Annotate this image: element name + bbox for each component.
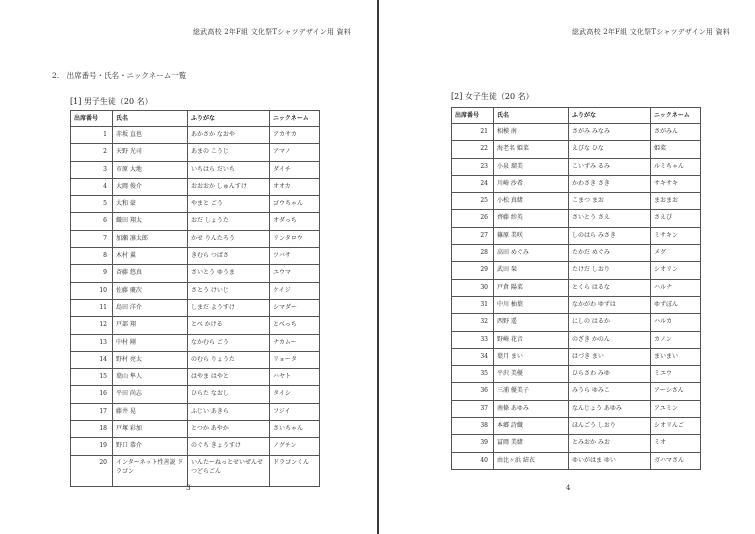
student-kana-cell: たかだ めぐみ (569, 245, 651, 262)
student-kana-cell: とくら はるな (569, 279, 651, 296)
student-nickname-cell: シオリんご (651, 418, 701, 435)
student-kana-cell: とべ かける (188, 317, 270, 334)
table-row (71, 265, 320, 282)
document-page-3 (0, 0, 377, 534)
student-nickname-cell: ハルカ (651, 314, 701, 331)
student-name-cell: 小松 真緒 (494, 193, 569, 210)
table-row (71, 299, 320, 316)
student-name-cell: 天野 光司 (113, 144, 188, 161)
student-name-cell: 小泉 瑠美 (494, 158, 569, 175)
student-number-cell: 14 (71, 351, 113, 368)
student-name-cell: 織田 翔太 (113, 213, 188, 230)
student-nickname-cell: シマダー (270, 299, 320, 316)
table-row (71, 455, 320, 486)
student-kana-cell: さがみ みなみ (569, 124, 651, 141)
student-number-cell: 27 (452, 227, 494, 244)
student-name-cell: 中川 柚葉 (494, 296, 569, 313)
student-number-cell: 26 (452, 210, 494, 227)
table-row (452, 418, 701, 435)
student-nickname-cell: ユウマ (270, 265, 320, 282)
student-name-cell: 中村 剛 (113, 334, 188, 351)
boys-table-body (71, 127, 320, 487)
student-nickname-cell: ルミちゃん (651, 158, 701, 175)
student-nickname-cell: サキサキ (651, 175, 701, 192)
student-number-cell: 2 (71, 144, 113, 161)
table-header-row (452, 108, 701, 124)
student-name-cell: 葉山 隼人 (113, 369, 188, 386)
student-kana-cell: とみおか みお (569, 435, 651, 452)
student-kana-cell: はやま はやと (188, 369, 270, 386)
table-row (452, 279, 701, 296)
table-row (452, 158, 701, 175)
table-row (452, 296, 701, 313)
student-kana-cell: みうら ゆみこ (569, 383, 651, 400)
student-name-cell: 戸塚 彩加 (113, 421, 188, 438)
boys-table-caption: [1] 男子生徒（20 名） (70, 97, 153, 106)
student-number-cell: 3 (71, 161, 113, 178)
section-title: 2. 出席番号・氏名・ニックネーム一覧 (52, 71, 187, 80)
student-nickname-cell: オオカ (270, 178, 320, 195)
student-number-cell: 11 (71, 299, 113, 316)
table-row (452, 452, 701, 469)
student-number-cell: 25 (452, 193, 494, 210)
student-kana-cell: かわさき さき (569, 175, 651, 192)
student-kana-cell: ふじい あきら (188, 403, 270, 420)
student-nickname-cell: 姫菜 (651, 141, 701, 158)
student-name-cell: 冨岡 美緒 (494, 435, 569, 452)
boys-roster-table (70, 110, 320, 487)
student-number-cell: 40 (452, 452, 494, 469)
student-number-cell: 36 (452, 383, 494, 400)
student-number-cell: 4 (71, 178, 113, 195)
student-nickname-cell: カノン (651, 331, 701, 348)
student-number-cell: 21 (452, 124, 494, 141)
student-name-cell: 海老名 姫菜 (494, 141, 569, 158)
student-number-cell: 18 (71, 421, 113, 438)
table-row (71, 351, 320, 368)
student-name-cell: 由比ヶ浜 結衣 (494, 452, 569, 469)
student-number-cell: 6 (71, 213, 113, 230)
student-number-cell: 39 (452, 435, 494, 452)
student-number-cell: 5 (71, 196, 113, 213)
student-kana-cell: ひらさわ みゆ (569, 366, 651, 383)
column-header-name: 氏名 (113, 111, 188, 127)
student-kana-cell: こいずみ るみ (569, 158, 651, 175)
table-row (71, 144, 320, 161)
student-kana-cell: たけだ しおり (569, 262, 651, 279)
student-number-cell: 29 (452, 262, 494, 279)
student-kana-cell: いんたーねっとせいぜんせつどらごん (188, 455, 270, 486)
student-number-cell: 33 (452, 331, 494, 348)
table-row (71, 438, 320, 455)
student-kana-cell: なかがわ ゆずは (569, 296, 651, 313)
student-nickname-cell: ゴウちゃん (270, 196, 320, 213)
girls-table-caption: [2] 女子生徒（20 名） (451, 92, 534, 101)
student-kana-cell: えびな ひな (569, 141, 651, 158)
student-nickname-cell: リンタロウ (270, 230, 320, 247)
student-nickname-cell: ゆずぽん (651, 296, 701, 313)
table-row (71, 369, 320, 386)
student-nickname-cell: ノグチン (270, 438, 320, 455)
student-name-cell: 西野 遥 (494, 314, 569, 331)
student-kana-cell: やまと ごう (188, 196, 270, 213)
student-kana-cell: にしの はるか (569, 314, 651, 331)
student-number-cell: 24 (452, 175, 494, 192)
student-number-cell: 9 (71, 265, 113, 282)
student-name-cell: 三浦 優美子 (494, 383, 569, 400)
table-row (452, 314, 701, 331)
student-number-cell: 16 (71, 386, 113, 403)
student-name-cell: 斉藤 悠真 (113, 265, 188, 282)
student-nickname-cell: シオリン (651, 262, 701, 279)
student-nickname-cell: アユミン (651, 400, 701, 417)
table-row (452, 227, 701, 244)
student-number-cell: 7 (71, 230, 113, 247)
student-nickname-cell: ダイチ (270, 161, 320, 178)
student-number-cell: 19 (71, 438, 113, 455)
table-row (71, 282, 320, 299)
student-nickname-cell: さえぴ (651, 210, 701, 227)
student-nickname-cell: タイシ (270, 386, 320, 403)
student-number-cell: 31 (452, 296, 494, 313)
student-number-cell: 1 (71, 127, 113, 144)
table-row (452, 331, 701, 348)
student-name-cell: 南條 あゆみ (494, 400, 569, 417)
table-row (71, 248, 320, 265)
student-number-cell: 35 (452, 366, 494, 383)
student-number-cell: 28 (452, 245, 494, 262)
student-number-cell: 37 (452, 400, 494, 417)
table-row (71, 386, 320, 403)
student-kana-cell: しまだ ようすけ (188, 299, 270, 316)
student-name-cell: 大和 豪 (113, 196, 188, 213)
student-nickname-cell: ケイジ (270, 282, 320, 299)
student-nickname-cell: とべっち (270, 317, 320, 334)
student-kana-cell: さとう けいじ (188, 282, 270, 299)
student-number-cell: 10 (71, 282, 113, 299)
student-nickname-cell: ドラゴンくん (270, 455, 320, 486)
student-name-cell: 赤坂 直也 (113, 127, 188, 144)
student-name-cell: 野口 恭介 (113, 438, 188, 455)
document-page-4 (379, 0, 755, 534)
student-number-cell: 23 (452, 158, 494, 175)
student-nickname-cell: ミユウ (651, 366, 701, 383)
table-row (452, 124, 701, 141)
table-row (71, 334, 320, 351)
table-row (452, 175, 701, 192)
student-name-cell: 佐藤 慶次 (113, 282, 188, 299)
student-number-cell: 13 (71, 334, 113, 351)
student-name-cell: 木村 翼 (113, 248, 188, 265)
student-kana-cell: なかむら ごう (188, 334, 270, 351)
student-name-cell: 市原 大地 (113, 161, 188, 178)
student-name-cell: 本郷 詩織 (494, 418, 569, 435)
running-header: 総武高校 2年F組 文化祭Tシャツデザイン用 資料 (571, 28, 730, 36)
student-nickname-cell: アカサカ (270, 127, 320, 144)
girls-table-body (452, 124, 701, 470)
student-number-cell: 38 (452, 418, 494, 435)
student-name-cell: 加瀬 凛太郎 (113, 230, 188, 247)
student-name-cell: 野崎 花音 (494, 331, 569, 348)
student-name-cell: 相模 南 (494, 124, 569, 141)
student-name-cell: 藤井 晃 (113, 403, 188, 420)
student-kana-cell: しのはら みさき (569, 227, 651, 244)
student-name-cell: 葉月 まい (494, 348, 569, 365)
student-nickname-cell: ハヤト (270, 369, 320, 386)
student-number-cell: 32 (452, 314, 494, 331)
student-name-cell: 川崎 沙希 (494, 175, 569, 192)
column-header-number: 出席番号 (71, 111, 113, 127)
running-header: 総武高校 2年F組 文化祭Tシャツデザイン用 資料 (192, 28, 351, 36)
student-nickname-cell: まいまい (651, 348, 701, 365)
student-kana-cell: あまの こうじ (188, 144, 270, 161)
student-kana-cell: とつか あやか (188, 421, 270, 438)
student-name-cell: 武田 栞 (494, 262, 569, 279)
table-row (452, 262, 701, 279)
student-kana-cell: のざき かのん (569, 331, 651, 348)
table-row (71, 127, 320, 144)
student-name-cell: 齊藤 紗英 (494, 210, 569, 227)
student-name-cell: インターネット性善説 ドラゴン (113, 455, 188, 486)
student-number-cell: 15 (71, 369, 113, 386)
page-number: 4 (566, 484, 571, 492)
student-kana-cell: ゆいがはま ゆい (569, 452, 651, 469)
student-kana-cell: きむら つばさ (188, 248, 270, 265)
table-header-row (71, 111, 320, 127)
student-kana-cell: ひらた なおし (188, 386, 270, 403)
student-number-cell: 20 (71, 455, 113, 486)
student-kana-cell: こまつ まお (569, 193, 651, 210)
student-number-cell: 22 (452, 141, 494, 158)
student-nickname-cell: ガハマさん (651, 452, 701, 469)
student-name-cell: 高田 めぐみ (494, 245, 569, 262)
student-kana-cell: なんじょう あゆみ (569, 400, 651, 417)
student-nickname-cell: ハルナ (651, 279, 701, 296)
table-row (71, 213, 320, 230)
student-name-cell: 島田 洋介 (113, 299, 188, 316)
column-header-kana: ふりがな (188, 111, 270, 127)
table-row (71, 196, 320, 213)
table-row (452, 400, 701, 417)
student-nickname-cell: アマノ (270, 144, 320, 161)
student-kana-cell: ほんごう しおり (569, 418, 651, 435)
student-nickname-cell: まおまお (651, 193, 701, 210)
table-row (71, 161, 320, 178)
student-number-cell: 34 (452, 348, 494, 365)
student-kana-cell: あかさか なおや (188, 127, 270, 144)
student-nickname-cell: リョータ (270, 351, 320, 368)
student-nickname-cell: フジイ (270, 403, 320, 420)
column-header-number: 出席番号 (452, 108, 494, 124)
column-header-kana: ふりがな (569, 108, 651, 124)
table-row (452, 245, 701, 262)
student-kana-cell: のむら りょうた (188, 351, 270, 368)
student-name-cell: 野村 亮太 (113, 351, 188, 368)
page-number: 3 (186, 484, 191, 492)
student-name-cell: 平沢 美優 (494, 366, 569, 383)
table-row (71, 230, 320, 247)
student-name-cell: 戸倉 陽菜 (494, 279, 569, 296)
student-nickname-cell: メグ (651, 245, 701, 262)
table-row (452, 141, 701, 158)
table-row (71, 317, 320, 334)
student-nickname-cell: ナカムー (270, 334, 320, 351)
student-number-cell: 30 (452, 279, 494, 296)
student-kana-cell: おおおか しゅんすけ (188, 178, 270, 195)
student-nickname-cell: オダっち (270, 213, 320, 230)
student-name-cell: 戸部 翔 (113, 317, 188, 334)
table-row (71, 421, 320, 438)
table-row (452, 435, 701, 452)
student-nickname-cell: アーシさん (651, 383, 701, 400)
student-nickname-cell: ツバサ (270, 248, 320, 265)
student-nickname-cell: ミオ (651, 435, 701, 452)
student-nickname-cell: さいちゃん (270, 421, 320, 438)
student-kana-cell: おだ しょうた (188, 213, 270, 230)
student-number-cell: 12 (71, 317, 113, 334)
student-number-cell: 17 (71, 403, 113, 420)
girls-roster-table (451, 107, 701, 470)
column-header-name: 氏名 (494, 108, 569, 124)
table-row (452, 348, 701, 365)
student-nickname-cell: ミサキン (651, 227, 701, 244)
table-row (452, 193, 701, 210)
student-kana-cell: さいとう ゆうま (188, 265, 270, 282)
student-name-cell: 篠原 美咲 (494, 227, 569, 244)
table-row (71, 403, 320, 420)
student-kana-cell: はづき まい (569, 348, 651, 365)
student-name-cell: 平田 尚志 (113, 386, 188, 403)
student-nickname-cell: さがみん (651, 124, 701, 141)
student-name-cell: 大岡 俊介 (113, 178, 188, 195)
table-row (452, 383, 701, 400)
student-kana-cell: いちはら だいち (188, 161, 270, 178)
table-row (452, 210, 701, 227)
column-header-nickname: ニックネーム (651, 108, 701, 124)
table-row (71, 178, 320, 195)
student-kana-cell: さいとう さえ (569, 210, 651, 227)
column-header-nickname: ニックネーム (270, 111, 320, 127)
table-row (452, 366, 701, 383)
student-kana-cell: かせ りんたろう (188, 230, 270, 247)
student-kana-cell: のぐち きょうすけ (188, 438, 270, 455)
student-number-cell: 8 (71, 248, 113, 265)
